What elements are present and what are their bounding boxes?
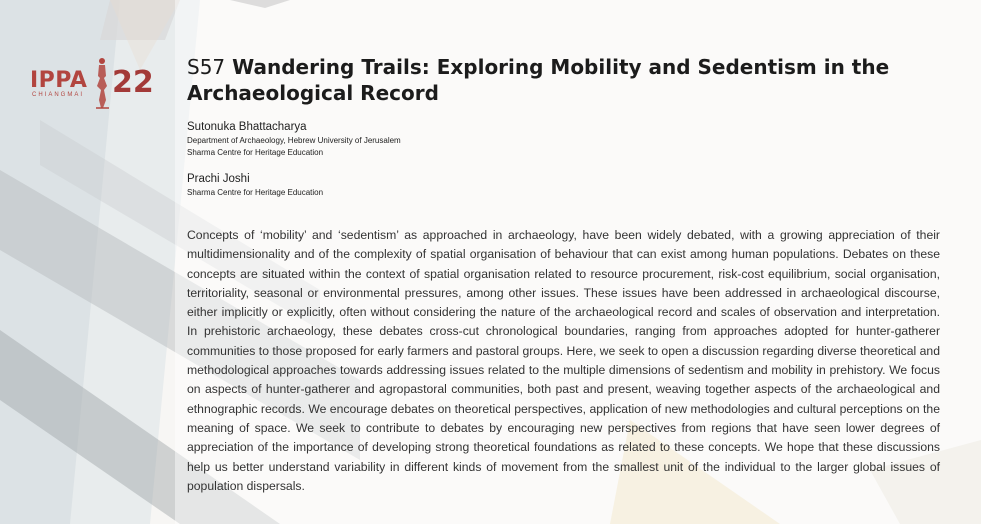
logo-year: 22: [112, 65, 154, 100]
author-block: [187, 120, 940, 159]
logo-city: CHIANGMAI: [32, 92, 85, 98]
session-title-text: Wandering Trails: Exploring Mobility and Sedentism in the Archaeological Record: [187, 55, 890, 105]
session-title: [187, 54, 940, 106]
author-affiliation: Sharma Centre for Heritage Education: [187, 148, 324, 157]
author-affiliation: Department of Archaeology, Hebrew University of Jerusalem: [187, 136, 401, 145]
author-block: [187, 172, 940, 199]
ippa-logo: [30, 56, 160, 112]
abstract-text: Concepts of ‘mobility’ and ‘sedentism’ as approached in archaeology, have been widely debated, with a growing appreciation of their multidimensionality and of the complexity of spatial organisation of behaviour that can exist among human populations. Debates on these concepts are situated within the context of spatial organisation related to resource procurement, risk-cost equilibrium, social organisation, territoriality, seasonal or environmental pressures, among other issues. These issues have been addressed in archaeological discourse, either implicitly or explicitly, often without considering the nature of the archaeological record and scales of observation and interpretation. In prehistoric archaeology, these debates cross-cut chronological boundaries, ranging from approaches adopted for hunter-gatherer communities to those proposed for early farmers and pastoral groups. Here, we seek to open a discussion regarding diverse theoretical and methodological approaches towards addressing issues related to the multiple dimensions of sedentism and mobility in prehistory. We focus on aspects of hunter-gatherer and agropastoral communities, both past and present, weaving together aspects of the archaeological and ethnographic records. We encourage debates on theoretical perspectives, application of new methodologies and cultural perceptions on the meaning of space. We seek to contribute to debates by encouraging new perspectives from regions that have seen lower degrees of appreciation of the importance of developing strong theoretical foundations as related to these concepts. We hope that these discussions help us better understand variability in different kinds of movement from the smallest unit of the individual to the larger global issues of population dispersals.: [187, 228, 940, 493]
author-name: Sutonuka Bhattacharya: [187, 121, 307, 133]
session-code: S57: [187, 55, 226, 79]
logo-ippa-text: IPPA: [30, 68, 88, 93]
logo-figure-icon: [92, 56, 112, 112]
author-name: Prachi Joshi: [187, 173, 250, 185]
author-affiliation: Sharma Centre for Heritage Education: [187, 188, 324, 197]
session-card: [187, 54, 940, 508]
